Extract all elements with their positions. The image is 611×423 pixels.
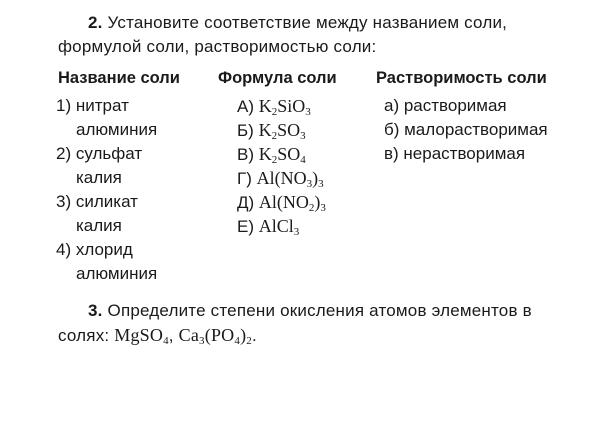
header-salt-name: Название соли [58, 69, 180, 87]
name-item-4-line2: алюминия [76, 264, 158, 283]
formula-item-e: Е) AlCl$_3$ [237, 216, 300, 238]
name-item-4: 4) хлорид [56, 240, 133, 259]
name-item-1: 1) нитрат [56, 96, 129, 115]
solubility-item-b: б) малорастворимая [384, 120, 548, 139]
formula-item-v: В) $K_2SO_4$ [237, 144, 306, 166]
task2-line2: формулой соли, растворимостью соли: [58, 37, 377, 56]
task2-text-line1: Установите соответствие между названием соли, [107, 13, 508, 32]
name-item-3: 3) силикат [56, 192, 138, 211]
formula-item-a: А) $K_2SiO_3$ [237, 96, 311, 118]
task3-number: 3. [88, 301, 103, 320]
task3-text-line1: Определите степени окисления атомов элементов в [107, 301, 532, 320]
name-item-1-line2: алюминия [76, 120, 158, 139]
name-item-3-line2: калия [76, 216, 122, 235]
name-item-2: 2) сульфат [56, 144, 143, 163]
solubility-item-a: а) растворимая [384, 96, 507, 115]
task3-line2: солях: MgSO$_4$, $Ca_3(PO_4)_2$. [58, 325, 257, 347]
solubility-item-v: в) нерастворимая [384, 144, 526, 163]
task2-line1 [88, 12, 507, 34]
formula-item-b: Б) $K_2SO_3$ [237, 120, 306, 142]
formula-item-d: Д) $Al(NO_2)_3$ [237, 192, 326, 214]
formula-item-g: Г) $Al(NO_3)_3$ [237, 168, 324, 190]
task2-number: 2. [88, 13, 103, 32]
name-item-2-line2: калия [76, 168, 122, 187]
header-salt-formula: Формула соли [218, 69, 337, 87]
task3-line1 [88, 300, 532, 322]
header-solubility: Растворимость соли [376, 69, 547, 87]
